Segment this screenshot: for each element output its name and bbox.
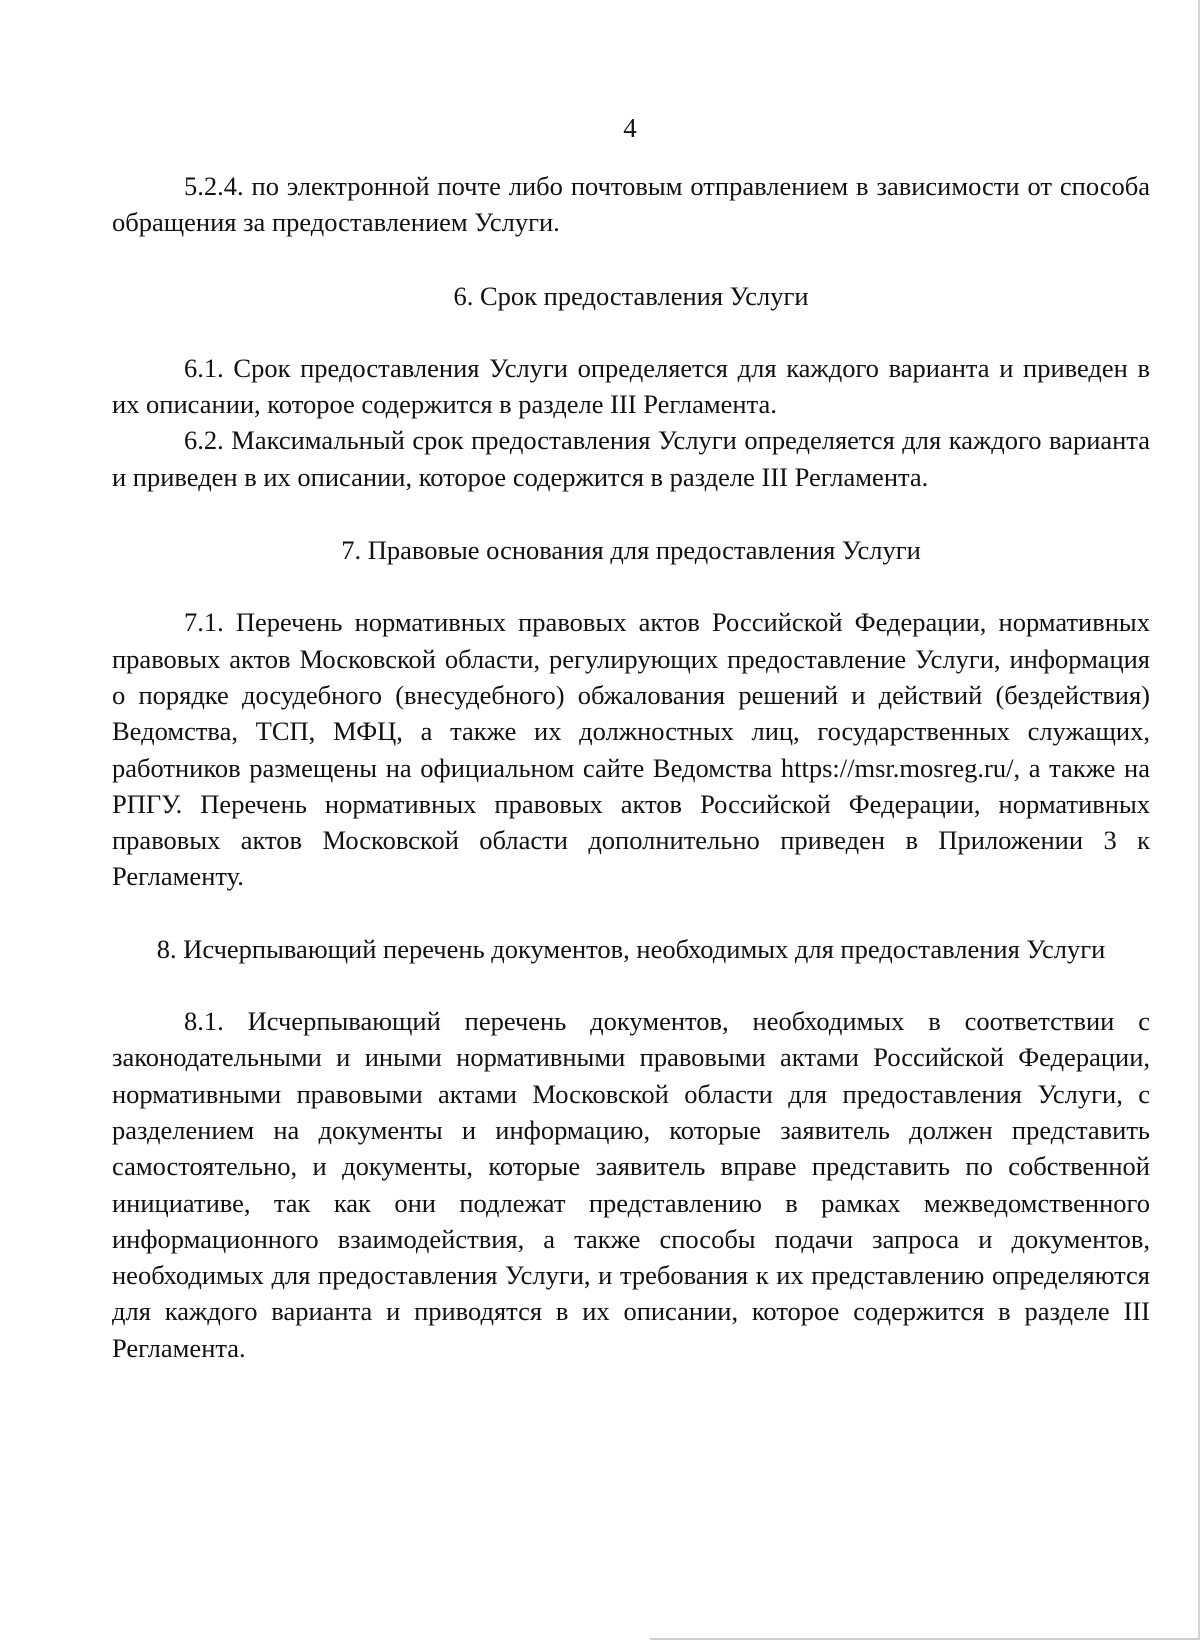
paragraph-8-1: 8.1. Исчерпывающий перечень документов, необходимых в соответствии с законодательными и иными нормативными правовыми актами Российской Федерации, нормативными правовыми актами Московской области для предоставления Услуги, с разделением на документы и информацию, которые заявитель должен представить самостоятельно, и документы, которые заявитель вправе представить по собственной инициативе, так как они подлежат представлению в рамках межведомственного информационного взаимодействия, а также способы подачи запроса и документов, необходимых для предоставления Услуги, и требования к их представлению определяются для каждого варианта и приводятся в их описании, которое содержится в разделе III Регламента.: [112, 1006, 1150, 1363]
heading-section-6: 6. Срок предоставления Услуги: [453, 280, 809, 311]
paragraph-5-2-4: 5.2.4. по электронной почте либо почтовым отправлением в зависимости от способа обращения за предоставлением Услуги.: [112, 171, 1150, 238]
paragraph-7-1: 7.1. Перечень нормативных правовых актов Российской Федерации, нормативных правовых актов Московской области, регулирующих предоставление Услуги, информация о порядке досудебного (внесудебного) обжалования решений и действий (бездействия) Ведомства, ТСП, МФЦ, а также их должностных лиц, государственных служащих, работников размещены на официальном сайте Ведомства https://msr.mosreg.ru/, а также на РПГУ. Перечень нормативных правовых актов Российской Федерации, нормативных правовых актов Московской области дополнительно приведен в Приложении 3 к Регламенту.: [112, 607, 1150, 892]
paragraph-6-2: 6.2. Максимальный срок предоставления Услуги определяется для каждого варианта и приведен в их описании, которое содержится в разделе III Регламента.: [112, 425, 1150, 492]
heading-section-8: 8. Исчерпывающий перечень документов, необходимых для предоставления Услуги: [156, 933, 1106, 964]
paragraph-6-1: 6.1. Срок предоставления Услуги определяется для каждого варианта и приведен в их описании, которое содержится в разделе III Регламента.: [112, 352, 1150, 420]
page-number: 4: [623, 113, 637, 143]
heading-section-7: 7. Правовые основания для предоставления Услуги: [341, 535, 921, 566]
document-body: [112, 168, 1150, 1366]
